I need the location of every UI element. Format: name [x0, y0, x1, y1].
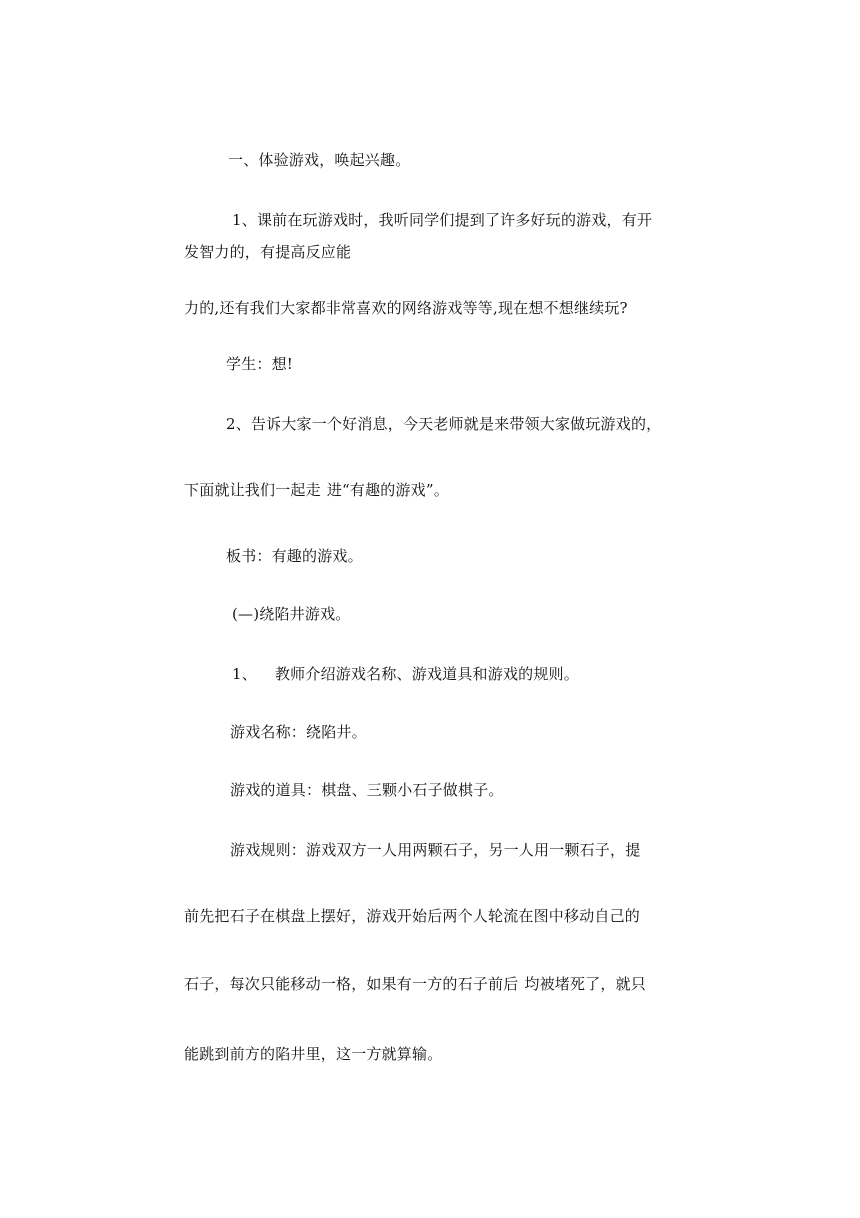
paragraph-line: 游戏规则：游戏双方一人用两颗石子，另一人用一颗石子，提 [230, 841, 641, 859]
text-segment: 均被堵死了，就只 [524, 975, 647, 993]
paragraph-line: 前先把石子在棋盘上摆好，游戏开始后两个人轮流在图中移动自己的 [184, 907, 641, 925]
list-item [232, 664, 732, 684]
blackboard-note: 板书：有趣的游戏。 [226, 547, 363, 565]
student-reply: 学生：想! [226, 355, 294, 373]
text-segment: 下面就让我们一起走 [184, 481, 321, 499]
text-segment: 石子，每次只能移动一格，如果有一方的石子前后 [184, 975, 519, 993]
list-item-number: 1、 [232, 665, 257, 683]
subsection-heading: (—)绕陷井游戏。 [232, 605, 351, 623]
paragraph-line [184, 974, 684, 994]
list-item-text: 教师介绍游戏名称、游戏道具和游戏的规则。 [274, 665, 579, 683]
text-segment: 进“有趣的游戏”。 [326, 481, 449, 499]
paragraph-line: 发智力的，有提高反应能 [184, 243, 352, 261]
game-props: 游戏的道具：棋盘、三颗小石子做棋子。 [230, 781, 504, 799]
paragraph-line: 力的,还有我们大家都非常喜欢的网络游戏等等,现在想不想继续玩? [184, 299, 628, 317]
paragraph-line: 能跳到前方的陷井里，这一方就算输。 [184, 1045, 443, 1063]
paragraph-line: 2、告诉大家一个好消息，今天老师就是来带领大家做玩游戏的， [226, 415, 662, 433]
game-name: 游戏名称：绕陷井。 [230, 723, 367, 741]
paragraph-line [184, 480, 684, 500]
section-heading: 一、体验游戏，唤起兴趣。 [228, 151, 411, 169]
paragraph-line: 1、课前在玩游戏时，我听同学们提到了许多好玩的游戏，有开 [232, 211, 653, 229]
